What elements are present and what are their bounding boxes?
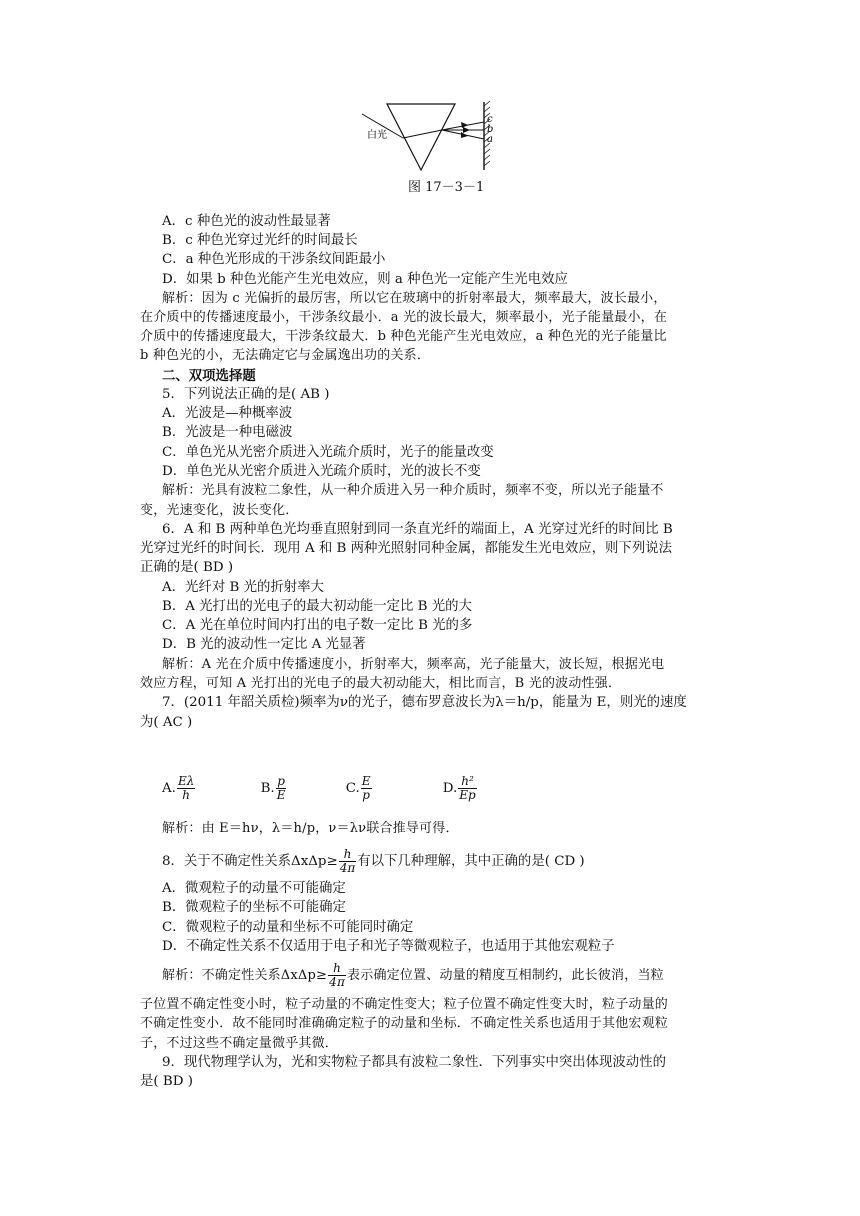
q5-option-a: A．光波是—种概率波 xyxy=(162,406,293,421)
q7-stem: 为( AC ) xyxy=(140,715,193,730)
section-heading: 二、双项选择题 xyxy=(162,368,256,384)
q8-solution-line xyxy=(162,962,664,989)
q4-solution-line: 介质中的传播速度最大，干涉条纹最大．b 种色光能产生光电效应，a 种色光的光子能量比 xyxy=(140,329,667,344)
q7-option-d-label: D. xyxy=(442,781,458,796)
q7-option-d-numerator: h² xyxy=(458,775,476,789)
label-white-light: 白光 xyxy=(367,130,387,141)
label-a: a xyxy=(487,134,493,145)
q4-option-d: D．如果 b 种色光能产生光电效应，则 a 种色光一定能产生光电效应 xyxy=(162,272,568,287)
q6-option-d: D．B 光的波动性一定比 A 光显著 xyxy=(162,637,366,652)
q6-stem: 6．A 和 B 两种单色光均垂直照射到同一条直光纤的端面上，A 光穿过光纤的时间比 B xyxy=(162,522,673,537)
q7-option-a-denominator: h xyxy=(182,788,190,802)
q8-solution-line: 子，不过这些不确定量微乎其微． xyxy=(140,1036,339,1051)
q8-stem-denominator: 4π xyxy=(339,861,356,875)
q6-solution-line: 解析：A 光在介质中传播速度小，折射率大，频率高，光子能量大，波长短，根据光电 xyxy=(162,657,665,672)
q5-stem: 5．下列说法正确的是( AB ) xyxy=(162,387,330,402)
prism-figure xyxy=(360,100,510,175)
q5-option-c: C．单色光从光密介质进入光疏介质时，光子的能量改变 xyxy=(162,445,494,460)
q7-option-c-label: C. xyxy=(345,781,360,796)
q8-option-c: C．微观粒子的动量和坐标不可能同时确定 xyxy=(162,920,414,935)
q4-solution-line: 在介质中的传播速度最小，干涉条纹最小．a 光的波长最大，频率最小，光子能量最小，在 xyxy=(140,310,668,325)
q6-solution-line: 效应方程，可知 A 光打出的光电子的最大初动能大，相比而言，B 光的波动性强． xyxy=(140,676,622,691)
q6-stem: 光穿过光纤的时间长．现用 A 和 B 两种光照射同种金属，都能发生光电效应，则下列说法 xyxy=(140,541,672,556)
q9-stem: 是( BD ) xyxy=(140,1074,193,1089)
prism-shape xyxy=(387,104,455,170)
q8-solution-numerator: h xyxy=(328,962,346,976)
q7-options-row xyxy=(162,775,478,802)
q4-option-a: A．c 种色光的波动性最显著 xyxy=(162,214,331,229)
q8-option-d: D．不确定性关系不仅适用于电子和光子等微观粒子，也适用于其他宏观粒子 xyxy=(162,939,615,954)
q8-solution-text: 解析：不确定性关系ΔxΔp≥ xyxy=(162,968,328,983)
arrow-c xyxy=(461,122,468,128)
q6-option-b: B．A 光打出的光电子的最大初动能一定比 B 光的大 xyxy=(162,599,472,614)
arrow-b xyxy=(463,127,470,133)
q7-option-d xyxy=(442,774,478,802)
label-b: b xyxy=(487,124,494,135)
q7-option-b-label: B. xyxy=(260,781,275,796)
q8-option-b: B．微观粒子的坐标不可能确定 xyxy=(162,900,346,915)
q5-solution-line: 变，光速变化，波长变化． xyxy=(140,503,299,518)
q8-solution-text: 表示确定位置、动量的精度互相制约，此长彼消，当粒 xyxy=(347,968,664,983)
q7-option-b-numerator: p xyxy=(277,774,285,788)
q4-option-b: B．c 种色光穿过光纤的时间最长 xyxy=(162,233,358,248)
q7-option-c xyxy=(345,774,377,802)
q6-option-c: C．A 光在单位时间内打出的电子数一定比 B 光的多 xyxy=(162,618,473,633)
q5-option-d: D．单色光从光密介质进入光疏介质时，光的波长不变 xyxy=(162,464,481,479)
q7-stem: 7．(2011 年韶关质检)频率为ν的光子，德布罗意波长为λ＝h/p，能量为 E，则光的速度 xyxy=(162,695,687,710)
q7-option-a-numerator: Eλ xyxy=(177,774,195,788)
label-c: c xyxy=(487,114,493,125)
q7-option-a-label: A. xyxy=(162,781,176,796)
q4-solution-line: b 种色光的小，无法确定它与金属逸出功的关系． xyxy=(140,348,431,363)
q7-option-d-denominator: Ep xyxy=(459,788,476,802)
q8-solution-line: 不确定性变小．故不能同时准确确定粒子的动量和坐标．不确定性关系也适用于其他宏观粒 xyxy=(140,1016,669,1031)
q8-stem xyxy=(162,848,585,875)
q5-option-b: B．光波是一种电磁波 xyxy=(162,425,293,440)
q7-option-b-denominator: E xyxy=(276,788,286,802)
figure-caption: 图 17－3－1 xyxy=(408,180,485,195)
q9-stem: 9．现代物理学认为，光和实物粒子都具有波粒二象性．下列事实中突出体现波动性的 xyxy=(162,1055,666,1070)
q8-stem-numerator: h xyxy=(339,848,357,862)
q7-option-c-numerator: E xyxy=(361,774,371,788)
q4-solution-line: 解析：因为 c 光偏折的最厉害，所以它在玻璃中的折射率最大，频率最大，波长最小， xyxy=(162,291,667,306)
q8-solution-line: 子位置不确定性变小时，粒子动量的不确定性变大；粒子位置不确定性变大时，粒子动量的 xyxy=(140,997,669,1012)
q7-option-c-denominator: p xyxy=(362,788,370,802)
q8-stem-text: 8．关于不确定性关系ΔxΔp≥ xyxy=(162,854,338,869)
q6-stem: 正确的是( BD ) xyxy=(140,560,234,575)
q8-option-a: A．微观粒子的动量不可能确定 xyxy=(162,881,346,896)
q7-option-b xyxy=(260,774,292,802)
q6-option-a: A．光纤对 B 光的折射率大 xyxy=(162,580,324,595)
refracted-ray xyxy=(403,130,442,138)
q5-solution-line: 解析：光具有波粒二象性，从一种介质进入另一种介质时，频率不变，所以光子能量不 xyxy=(162,483,664,498)
q7-solution: 解析：由 E＝hν，λ＝h/p，ν＝λν联合推导可得． xyxy=(162,821,459,836)
q8-solution-denominator: 4π xyxy=(329,975,346,989)
q8-stem-text: 有以下几种理解，其中正确的是( CD ) xyxy=(357,854,585,869)
q7-option-a xyxy=(162,774,201,802)
q4-option-c: C．a 种色光形成的干涉条纹间距最小 xyxy=(162,252,386,267)
